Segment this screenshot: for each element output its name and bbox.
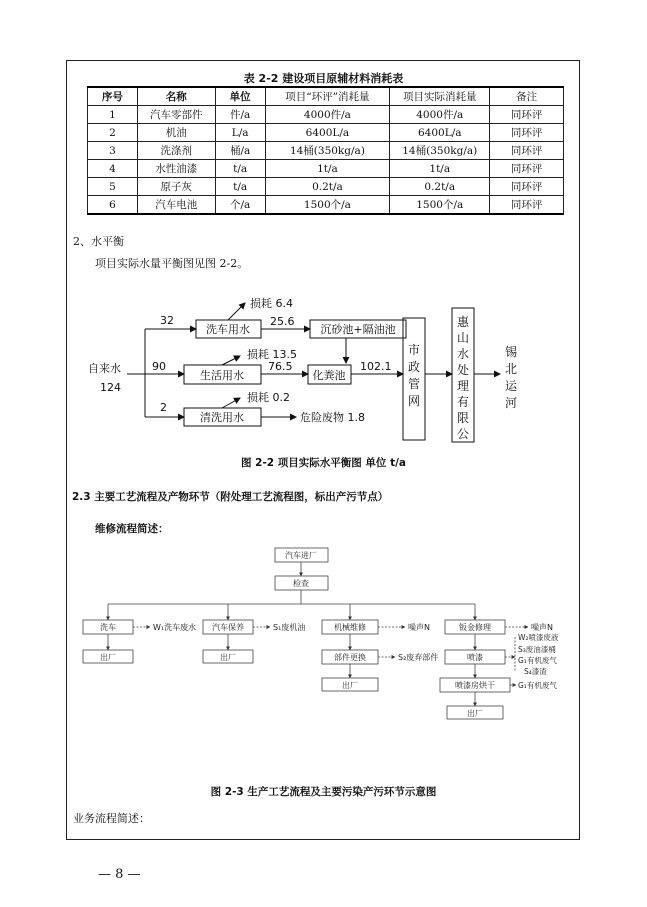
box-inspect-label: 检查 [293, 579, 309, 588]
cell-unit: 个/a [215, 196, 265, 215]
cell-note: 同环评 [490, 142, 564, 160]
branch-value-carwash: 32 [160, 314, 174, 327]
cell-eia: 14桶(350kg/a) [265, 142, 390, 160]
box-mech-label: 机械维修 [334, 623, 366, 632]
water-balance-diagram [88, 296, 518, 442]
box-enter-label: 汽车进厂 [285, 551, 317, 560]
cell-index: 5 [88, 178, 138, 196]
cell-name: 原子灰 [137, 178, 215, 196]
cell-note: 同环评 [490, 196, 564, 215]
cell-name: 洗涤剂 [137, 142, 215, 160]
box-parts-label: 部件更换 [334, 653, 366, 662]
loss-arrow-carwash [228, 303, 245, 320]
cell-name: 汽车电池 [137, 196, 215, 215]
box-wash-label: 洗车 [100, 623, 116, 632]
cell-actual: 1500个/a [390, 196, 490, 215]
source-label: 自来水 [88, 362, 121, 375]
cell-eia: 4000件/a [265, 106, 390, 124]
box-spray-label: 喷漆 [467, 653, 483, 662]
cell-unit: L/a [215, 124, 265, 142]
process-heading: 2.3 主要工艺流程及产物环节（附处理工艺流程图，标出产污节点） [72, 491, 389, 503]
cell-unit: 件/a [215, 106, 265, 124]
process-caption: 图 2-3 生产工艺流程及主要污染产污环节示意图 [210, 786, 437, 798]
box-oven-label: 喷漆房烘干 [455, 681, 495, 690]
spray-output-3: G₁有机废气 [518, 656, 557, 665]
cell-note: 同环评 [490, 106, 564, 124]
cell-eia: 0.2t/a [265, 178, 390, 196]
box-maintain-label: 汽车保养 [212, 623, 244, 632]
wash-output: W₁洗车废水 [153, 623, 197, 632]
table-title: 表 2-2 建设项目原辅材料消耗表 [243, 72, 404, 85]
flow-septic: 102.1 [360, 360, 392, 373]
loss-cleaning: 损耗 0.2 [247, 391, 290, 404]
header-index: 序号 [88, 87, 138, 106]
business-heading: 业务流程简述： [73, 812, 150, 825]
cell-actual: 1t/a [390, 160, 490, 178]
river-label: 锡北运河 [504, 345, 518, 410]
box-oven-exit-label: 出厂 [467, 709, 483, 718]
process-flow-diagram [83, 548, 559, 719]
cell-name: 水性油漆 [137, 160, 215, 178]
box-wash-exit-label: 出厂 [100, 653, 116, 662]
cell-index: 3 [88, 142, 138, 160]
box-domestic-label: 生活用水 [200, 369, 244, 382]
process-subheading: 维修流程简述： [95, 523, 169, 535]
source-value: 124 [100, 381, 121, 394]
cell-eia: 1t/a [265, 160, 390, 178]
hazard-waste: 危险废物 1.8 [300, 411, 365, 424]
loss-arrow-cleaning [222, 398, 240, 408]
maintain-output: S₁废机油 [273, 623, 306, 632]
box-sheet-label: 钣金修理 [459, 623, 491, 632]
cell-note: 同环评 [490, 160, 564, 178]
box-treatment-plant-label: 惠山水处理有限公 [456, 315, 470, 441]
oven-output: G₁有机废气 [518, 681, 557, 690]
box-municipal-pipe-label: 市政管网 [407, 343, 421, 408]
box-parts-exit-label: 出厂 [342, 681, 358, 690]
page-number: — 8 — [98, 867, 141, 882]
box-cleaning-label: 清洗用水 [200, 411, 244, 424]
cell-unit: t/a [215, 178, 265, 196]
cell-actual: 14桶(350kg/a) [390, 142, 490, 160]
loss-carwash: 损耗 6.4 [250, 297, 293, 310]
header-actual: 项目实际消耗量 [390, 87, 490, 106]
cell-name: 汽车零部件 [137, 106, 215, 124]
water-caption: 图 2-2 项目实际水平衡图 单位 t/a [240, 457, 407, 469]
water-heading: 2、水平衡 [73, 235, 124, 248]
box-carwash-label: 洗车用水 [206, 323, 250, 336]
spray-output-1: W₂喷漆废液 [518, 633, 559, 642]
branch-value-domestic: 90 [152, 360, 166, 373]
cell-eia: 1500个/a [265, 196, 390, 215]
flow-domestic: 76.5 [268, 360, 293, 373]
cell-index: 4 [88, 160, 138, 178]
cell-actual: 4000件/a [390, 106, 490, 124]
water-intro: 项目实际水量平衡图见图 2-2。 [95, 257, 249, 270]
cell-index: 6 [88, 196, 138, 215]
spray-output-4: S₄漆渣 [524, 667, 547, 676]
cell-actual: 6400L/a [390, 124, 490, 142]
header-note: 备注 [490, 87, 564, 106]
box-settle-label: 沉砂池+隔油池 [320, 323, 396, 336]
header-name: 名称 [137, 87, 215, 106]
header-eia: 项目“环评”消耗量 [265, 87, 390, 106]
mech-noise: 噪声N [408, 623, 430, 632]
cell-actual: 0.2t/a [390, 178, 490, 196]
cell-name: 机油 [137, 124, 215, 142]
cell-note: 同环评 [490, 178, 564, 196]
box-maintain-exit-label: 出厂 [220, 653, 236, 662]
loss-arrow-domestic [222, 356, 240, 365]
spray-output-2: S₃废油漆桶 [518, 645, 556, 654]
header-unit: 单位 [215, 87, 265, 106]
sheet-noise: 噪声N [531, 623, 553, 632]
parts-output: S₂废弃部件 [398, 653, 439, 662]
loss-domestic: 损耗 13.5 [247, 348, 297, 361]
flow-carwash: 25.6 [270, 315, 295, 328]
box-septic-label: 化粪池 [312, 369, 346, 382]
cell-index: 1 [88, 106, 138, 124]
cell-note: 同环评 [490, 124, 564, 142]
cell-unit: 桶/a [215, 142, 265, 160]
cell-index: 2 [88, 124, 138, 142]
branch-value-cleaning: 2 [160, 401, 167, 414]
cell-unit: t/a [215, 160, 265, 178]
cell-eia: 6400L/a [265, 124, 390, 142]
